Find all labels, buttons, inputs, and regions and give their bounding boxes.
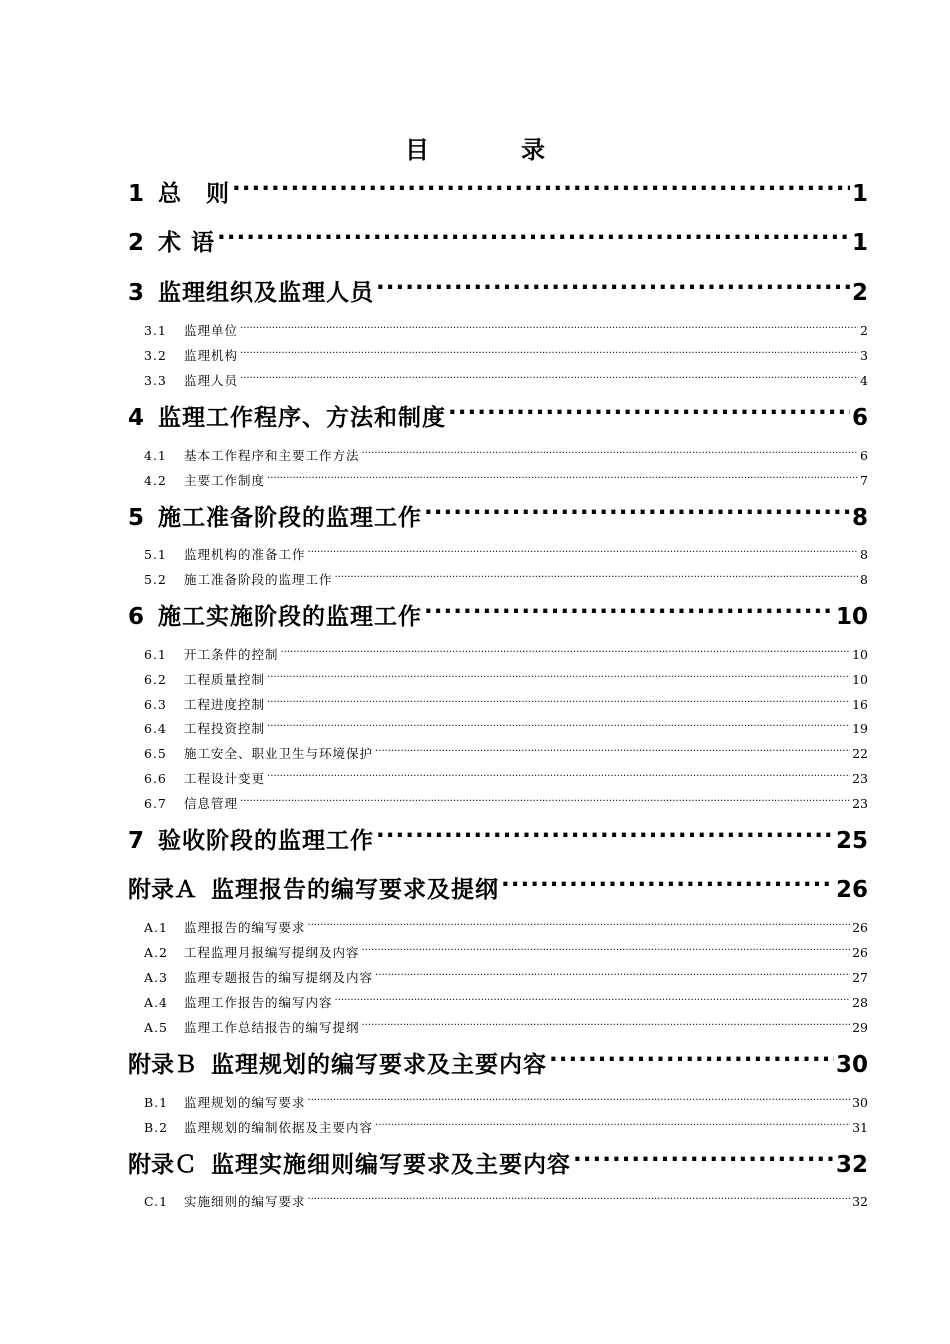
toc-entry-number: 4.2	[144, 473, 167, 488]
toc-dot-leader	[362, 1014, 851, 1032]
toc-entry-page-number: 22	[852, 746, 868, 761]
toc-entry-page-number: 10	[852, 672, 868, 687]
toc-chapter-entry[interactable]	[128, 1042, 868, 1078]
toc-chapter-entry[interactable]	[128, 171, 868, 207]
toc-entry-label: 工程进度控制	[184, 697, 266, 712]
toc-entry-label: 验收阶段的监理工作	[158, 828, 375, 854]
toc-entry-page-number: 25	[835, 828, 868, 854]
toc-entry-number: 附录Ｂ	[128, 1052, 197, 1078]
toc-section-entry[interactable]	[144, 939, 868, 960]
toc-dot-leader	[501, 867, 834, 897]
toc-dot-leader	[362, 442, 859, 460]
toc-dot-leader	[375, 1114, 850, 1132]
toc-entry-page-number: 6	[851, 405, 868, 431]
toc-entry-page-number: 26	[852, 945, 868, 960]
toc-entry-number: 6.7	[144, 796, 167, 811]
toc-entry-number: 3	[128, 280, 145, 306]
toc-section-entry[interactable]	[144, 914, 868, 935]
toc-section-entry[interactable]	[144, 715, 868, 736]
toc-entry-page-number: 16	[852, 697, 868, 712]
toc-section-entry[interactable]	[144, 989, 868, 1010]
toc-entry-label: 工程监理月报编写提纲及内容	[184, 945, 360, 960]
toc-entry-page-number: 23	[852, 796, 868, 811]
toc-entry-number: 3.3	[144, 373, 167, 388]
toc-dot-leader	[424, 594, 834, 624]
toc-entry-page-number: 4	[860, 373, 868, 388]
toc-entry-label: 监理规划的编制依据及主要内容	[184, 1120, 374, 1135]
toc-section-entry[interactable]	[144, 1014, 868, 1035]
toc-entry-label: 监理工作报告的编写内容	[184, 995, 333, 1010]
toc-entry-page-number: 10	[835, 604, 868, 630]
toc-entry-label: 监理单位	[184, 323, 239, 338]
toc-chapter-entry[interactable]	[128, 1142, 868, 1178]
toc-entry-page-number: 3	[860, 348, 868, 363]
toc-entry-label: 基本工作程序和主要工作方法	[184, 448, 360, 463]
toc-entry-number: A.5	[144, 1020, 168, 1035]
toc-entry-label: 术 语	[158, 230, 216, 256]
toc-dot-leader	[362, 939, 851, 957]
toc-entry-label: 监理报告的编写要求	[184, 920, 306, 935]
toc-dot-leader	[217, 220, 850, 250]
toc-entry-number: 3.1	[144, 323, 167, 338]
toc-entry-number: A.2	[144, 945, 168, 960]
toc-entry-page-number: 26	[852, 920, 868, 935]
toc-entry-page-number: 6	[860, 448, 868, 463]
toc-section-entry[interactable]	[144, 691, 868, 712]
toc-dot-leader	[375, 740, 850, 758]
toc-entry-page-number: 2	[860, 323, 868, 338]
toc-entry-number: 5.1	[144, 547, 167, 562]
toc-entry-number: 4	[128, 405, 145, 431]
toc-entry-page-number: 8	[860, 547, 868, 562]
toc-dot-leader	[375, 964, 850, 982]
toc-entry-number: 6	[128, 604, 145, 630]
toc-entry-page-number: 30	[852, 1095, 868, 1110]
toc-chapter-entry[interactable]	[128, 818, 868, 854]
toc-dot-leader	[448, 395, 850, 425]
toc-entry-number: 6.6	[144, 771, 167, 786]
toc-section-entry[interactable]	[144, 1114, 868, 1135]
toc-entry-number: 3.2	[144, 348, 167, 363]
toc-entry-label: 工程质量控制	[184, 672, 266, 687]
toc-dot-leader	[308, 1089, 851, 1107]
toc-entry-page-number: 10	[852, 647, 868, 662]
toc-entry-page-number: 1	[851, 181, 868, 207]
toc-entry-label: 施工安全、职业卫生与环境保护	[184, 746, 374, 761]
toc-section-entry[interactable]	[144, 1089, 868, 1110]
toc-entry-page-number: 8	[860, 572, 868, 587]
toc-entry-number: 7	[128, 828, 145, 854]
toc-section-entry[interactable]	[144, 317, 868, 338]
toc-dot-leader	[308, 541, 859, 559]
toc-entry-label: 监理组织及监理人员	[158, 280, 375, 306]
toc-entry-number: 5	[128, 505, 145, 531]
toc-dot-leader	[232, 171, 850, 201]
toc-dot-leader	[240, 367, 858, 385]
toc-entry-label: 总 则	[158, 181, 231, 207]
toc-dot-leader	[267, 765, 850, 783]
toc-section-entry[interactable]	[144, 442, 868, 463]
toc-dot-leader	[308, 1188, 851, 1206]
toc-entry-number: 6.5	[144, 746, 167, 761]
toc-entry-number: A.3	[144, 970, 168, 985]
toc-entry-label: 信息管理	[184, 796, 239, 811]
toc-dot-leader	[281, 641, 851, 659]
toc-section-entry[interactable]	[144, 367, 868, 388]
toc-dot-leader	[267, 666, 850, 684]
toc-entry-number: 6.3	[144, 697, 167, 712]
toc-chapter-entry[interactable]	[128, 220, 868, 256]
toc-entry-number: B.1	[144, 1095, 169, 1110]
toc-dot-leader	[549, 1042, 834, 1072]
toc-entry-label: 监理工作总结报告的编写提纲	[184, 1020, 360, 1035]
toc-dot-leader	[335, 989, 851, 1007]
toc-entry-page-number: 28	[852, 995, 868, 1010]
toc-section-entry[interactable]	[144, 566, 868, 587]
toc-entry-label: 施工准备阶段的监理工作	[184, 572, 333, 587]
toc-entry-label: 施工准备阶段的监理工作	[158, 505, 423, 531]
toc-dot-leader	[267, 715, 850, 733]
toc-entry-number: A.1	[144, 920, 168, 935]
toc-dot-leader	[573, 1142, 834, 1172]
toc-dot-leader	[424, 495, 850, 525]
toc-entry-page-number: 27	[852, 970, 868, 985]
toc-entry-label: 开工条件的控制	[184, 647, 279, 662]
toc-dot-leader	[308, 914, 851, 932]
toc-entry-page-number: 1	[851, 230, 868, 256]
toc-entry-page-number: 23	[852, 771, 868, 786]
toc-entry-label: 主要工作制度	[184, 473, 266, 488]
toc-title: 目 录	[405, 136, 579, 164]
toc-section-entry[interactable]	[144, 964, 868, 985]
toc-section-entry[interactable]	[144, 666, 868, 687]
toc-section-entry[interactable]	[144, 342, 868, 363]
toc-entry-page-number: 8	[851, 505, 868, 531]
toc-entry-number: 4.1	[144, 448, 167, 463]
toc-dot-leader	[376, 270, 850, 300]
toc-entry-label: 监理规划的编写要求及主要内容	[211, 1052, 547, 1078]
toc-dot-leader	[240, 790, 850, 808]
toc-section-entry[interactable]	[144, 740, 868, 761]
toc-section-entry[interactable]	[144, 541, 868, 562]
toc-entry-page-number: 26	[835, 877, 868, 903]
toc-entry-number: 附录Ａ	[128, 877, 197, 903]
toc-entry-number: 6.2	[144, 672, 167, 687]
toc-entry-number: 5.2	[144, 572, 167, 587]
toc-entry-label: 监理报告的编写要求及提纲	[211, 877, 499, 903]
toc-dot-leader	[267, 691, 850, 709]
toc-entry-label: 监理人员	[184, 373, 239, 388]
toc-entry-number: 附录Ｃ	[128, 1152, 197, 1178]
toc-dot-leader	[376, 818, 834, 848]
toc-entry-page-number: 7	[860, 473, 868, 488]
toc-entry-label: 监理规划的编写要求	[184, 1095, 306, 1110]
toc-chapter-entry[interactable]	[128, 495, 868, 531]
toc-entry-label: 工程设计变更	[184, 771, 266, 786]
toc-entry-page-number: 32	[835, 1152, 868, 1178]
toc-entry-page-number: 2	[851, 280, 868, 306]
toc-entry-number: C.1	[144, 1194, 169, 1209]
toc-section-entry[interactable]	[144, 790, 868, 811]
toc-entry-number: 2	[128, 230, 145, 256]
toc-section-entry[interactable]	[144, 1188, 868, 1209]
toc-dot-leader	[267, 467, 858, 485]
toc-dot-leader	[335, 566, 859, 584]
toc-entry-label: 监理工作程序、方法和制度	[158, 405, 447, 431]
toc-dot-leader	[240, 342, 858, 360]
toc-dot-leader	[240, 317, 858, 335]
toc-entry-number: B.2	[144, 1120, 169, 1135]
toc-section-entry[interactable]	[144, 765, 868, 786]
toc-entry-page-number: 31	[852, 1120, 868, 1135]
toc-entry-number: 6.4	[144, 721, 167, 736]
toc-entry-number: A.4	[144, 995, 168, 1010]
toc-entry-label: 实施细则的编写要求	[184, 1194, 306, 1209]
toc-section-entry[interactable]	[144, 641, 868, 662]
toc-entry-page-number: 29	[852, 1020, 868, 1035]
toc-entry-label: 监理专题报告的编写提纲及内容	[184, 970, 374, 985]
toc-chapter-entry[interactable]	[128, 594, 868, 630]
toc-entry-page-number: 32	[852, 1194, 868, 1209]
toc-entry-label: 监理实施细则编写要求及主要内容	[211, 1152, 571, 1178]
toc-chapter-entry[interactable]	[128, 395, 868, 431]
toc-entry-number: 6.1	[144, 647, 167, 662]
toc-entry-label: 监理机构	[184, 348, 239, 363]
toc-chapter-entry[interactable]	[128, 270, 868, 306]
toc-entry-page-number: 19	[852, 721, 868, 736]
toc-entry-page-number: 30	[835, 1052, 868, 1078]
toc-entry-number: 1	[128, 181, 145, 207]
toc-chapter-entry[interactable]	[128, 867, 868, 903]
toc-entry-label: 施工实施阶段的监理工作	[158, 604, 423, 630]
toc-entry-label: 监理机构的准备工作	[184, 547, 306, 562]
toc-section-entry[interactable]	[144, 467, 868, 488]
toc-entry-label: 工程投资控制	[184, 721, 266, 736]
